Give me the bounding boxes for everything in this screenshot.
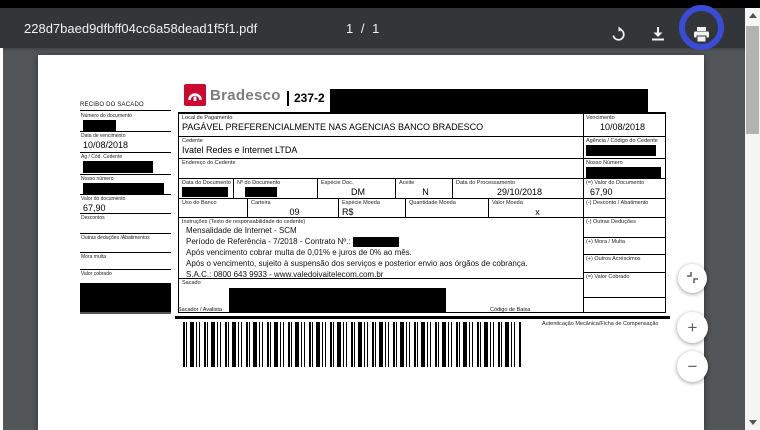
scrollbar-thumb[interactable] [746,26,759,134]
boleto-table [178,112,666,313]
instrucao-line: S.A.C.: 0800 643 9933 - www.valedoivaitelecom.com.br [186,270,384,279]
redaction-bar [245,187,277,197]
aceite-cell: Aceite N [396,179,453,199]
outras-deducoes-cell: (-) Outras Deduções [584,218,665,238]
desconto-cell: (-) Desconto / Abatimento [584,199,665,218]
barcode [183,322,521,367]
scroll-down-button[interactable] [745,415,760,430]
quantidade-moeda-cell: Quantidade Moeda [406,199,489,218]
vencimento-cell: Vencimento 10/08/2018 [584,114,665,137]
data-documento-cell: Data do Documento [179,179,234,199]
endereco-cedente-cell: Endereço do Cedente [179,159,584,179]
instrucao-line: Mensalidade de Internet - SCM [186,226,297,235]
agencia-cedente-cell: Agência / Código do Cedente [584,137,665,159]
mora-multa-cell: (+) Mora / Multa [584,238,665,255]
download-icon [650,26,666,42]
scroll-down-icon [749,420,757,425]
codigo-baixa-label: Código de Baixa [490,307,531,313]
document-filename: 228d7baed9dfbff04cc6a58dead1f5f1.pdf [24,21,258,36]
recibo-field: Mora multa [80,253,171,270]
download-button[interactable] [645,21,671,47]
data-processamento-cell: Data do Processamento 29/10/2018 [453,179,584,199]
redaction-bar [586,167,661,178]
especie-doc-cell: Espécie Doc. DM [318,179,396,199]
boleto-right-column [584,114,665,298]
recibo-title: RECIBO DO SACADO [80,102,171,111]
nosso-numero-cell: Nosso Número [584,159,665,179]
autenticacao-label: Autenticação Mecânica/Ficha de Compensação [542,321,659,327]
print-annotation-circle [679,5,724,50]
zoom-out-button[interactable] [677,351,708,382]
scroll-up-icon [749,13,757,18]
zoom-in-icon: + [687,317,698,337]
instrucao-line: Após vencimento cobrar multa de 0,01% e juros de 0% ao mês. [186,248,412,257]
local-pagamento-cell: Local de Pagamento PAGÁVEL PREFERENCIALMENTE NAS AGENCIAS BANCO BRADESCO [179,114,584,137]
bradesco-logo-icon [184,84,206,106]
recibo-field: Valor do documento 67,90 [80,195,171,214]
redaction-bar [83,120,116,131]
bank-name: Bradesco [210,87,281,104]
valor-moeda-cell: Valor Moeda x [489,199,584,218]
cut-line [175,316,670,319]
sacado-cell: Sacado [179,279,584,312]
fit-page-button[interactable] [678,264,707,293]
window-top-strip [0,0,760,8]
recibo-column [80,102,171,314]
carteira-cell: Carteira 09 [248,199,339,218]
recibo-field: Valor cobrado [80,270,171,284]
viewer-left-edge [0,48,3,430]
header-redaction-bar [330,89,648,112]
zoom-out-icon: − [687,356,698,376]
recibo-field: Número do documento [80,112,171,132]
rotate-button[interactable] [605,21,631,47]
sacado-redaction-block [229,288,446,312]
redaction-bar [83,183,164,195]
rotate-icon [610,26,627,43]
outros-acrescimos-cell: (+) Outros Acréscimos [584,255,665,273]
valor-cobrado-cell: (=) Valor Cobrado [584,273,665,298]
pdf-toolbar [0,8,760,48]
pdf-page [38,55,704,430]
redaction-bar [586,145,656,156]
scroll-up-button[interactable] [745,8,760,23]
recibo-field: Outras deduções /Abatimentos [80,234,171,253]
numero-documento-cell: Nº do Documento [234,179,318,199]
recibo-redaction-block [80,284,171,314]
recibo-field: Ag / Cód. Cedente [80,153,171,175]
valor-documento-cell: (=) Valor do Documento 67,90 [584,179,665,199]
uso-banco-cell: Uso do Banco [179,199,248,218]
especie-moeda-cell: Espécie Moeda R$ [339,199,406,218]
recibo-field: Data de vencimento 10/08/2018 [80,132,171,153]
instrucoes-cell: Instruções (Texto de responsabilidade do cedente) Mensalidade de Internet - SCM Período de Referência - 7/2018 - Contrato Nº.: Após vencimento cobrar multa de 0,01% e juros de 0% ao mês. Após o vencimento, sujeito à suspensão dos serviços e posterior envio aos órgãos de cobrança. S.A.C.: 0800 643 9933 - www.valedoivaitelecom.com.br [179,218,584,279]
vertical-scrollbar[interactable] [745,8,760,430]
recibo-field: Descontos [80,214,171,234]
redaction-bar [83,161,153,173]
contract-redaction-bar [353,237,399,247]
page-indicator: 1 / 1 [346,21,382,36]
recibo-field: Nosso número [80,175,171,195]
zoom-in-button[interactable] [677,312,708,343]
cedente-cell: Cedente Ivatel Redes e Internet LTDA [179,137,584,159]
redaction-bar [182,187,228,197]
instrucao-line: Após o vencimento, sujeito à suspensão dos serviços e posterior envio aos órgãos de cobrança. [186,259,528,268]
instrucao-line: Período de Referência - 7/2018 - Contrato Nº.: [182,236,583,247]
fit-page-icon [685,270,700,288]
sacador-avalista-label: Sacador / Avalista [178,307,222,313]
bank-code: 237-2 [287,91,332,106]
